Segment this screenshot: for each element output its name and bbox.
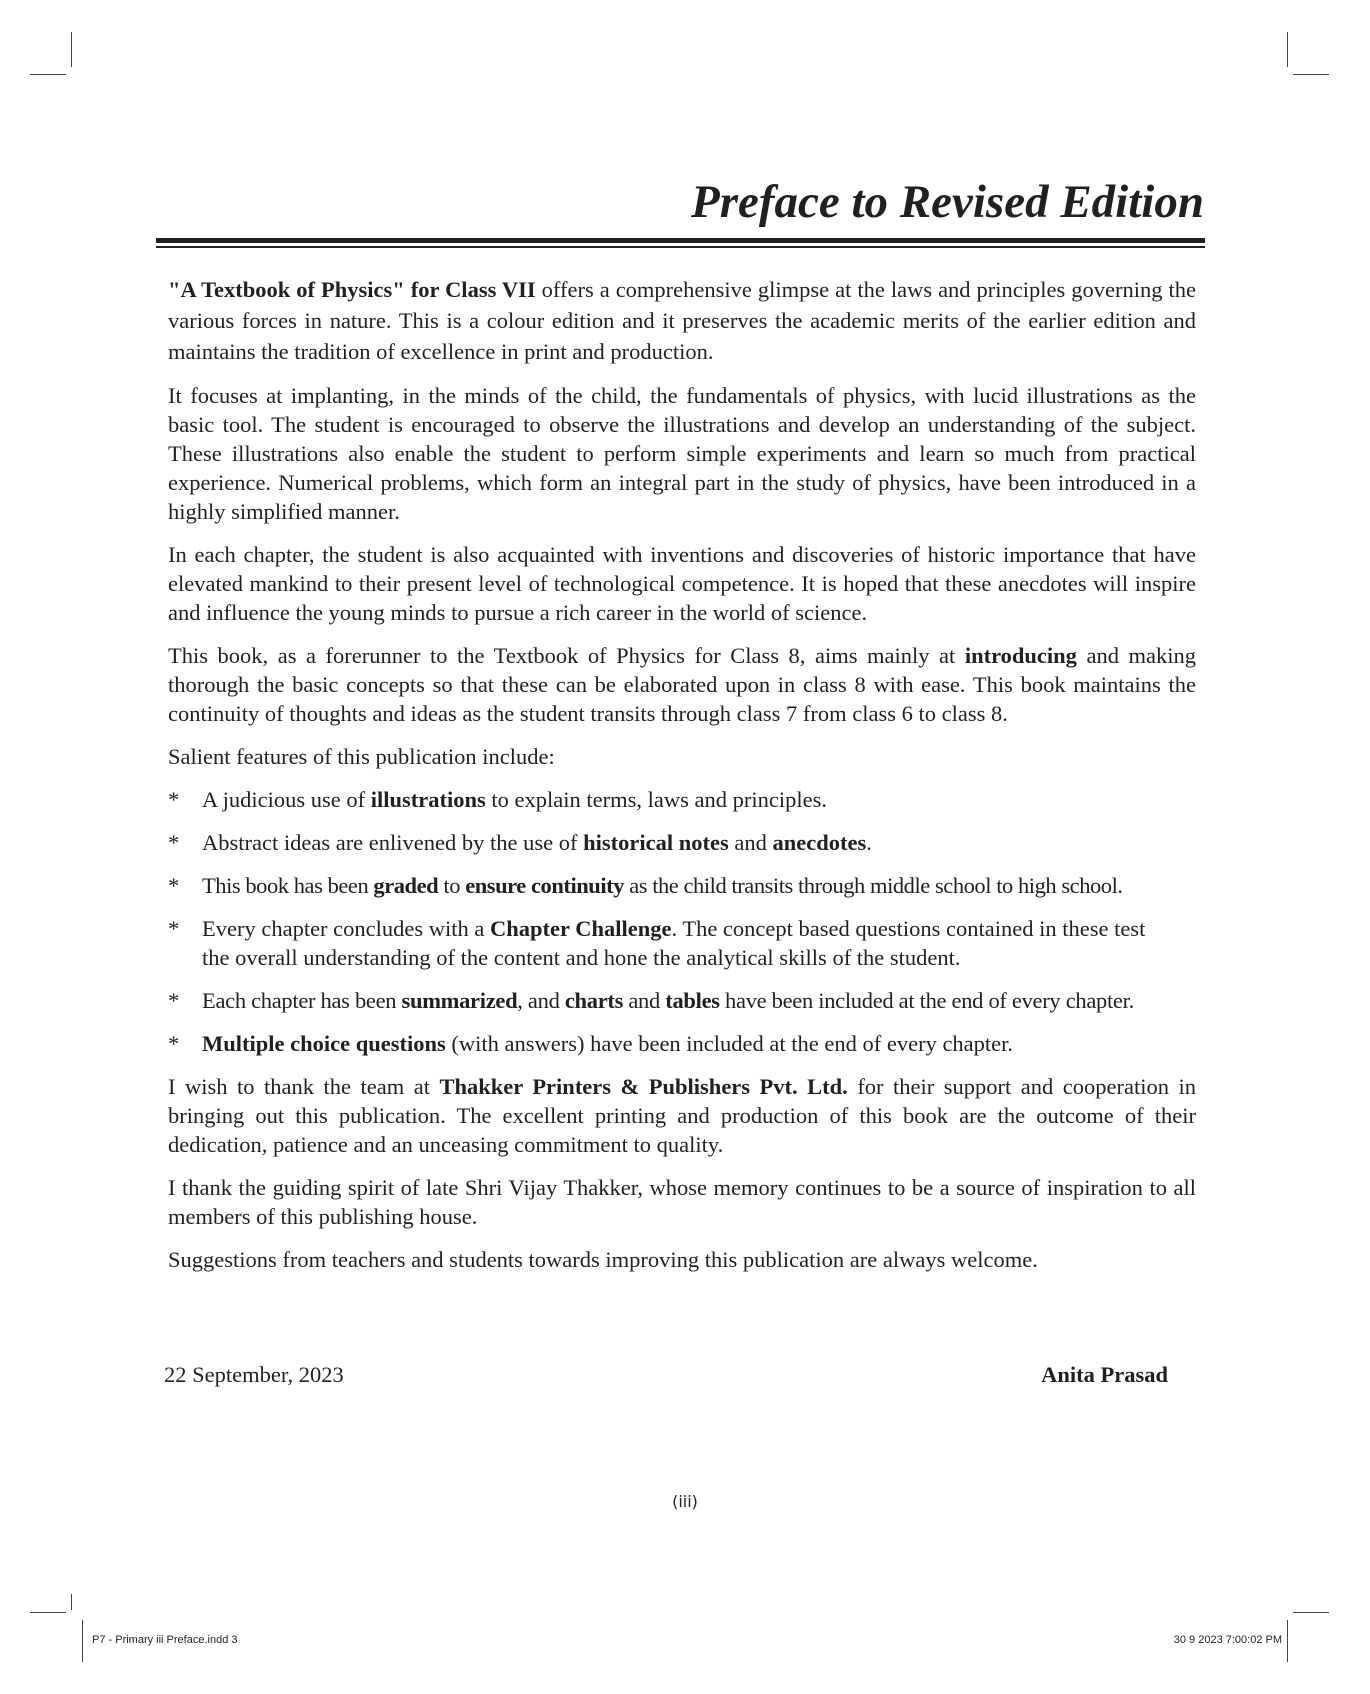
paragraph-text: for their support and cooperation in bringing out this publication. The excellent printing and production of this book are the outcome of their dedication, patience and an unceasing commitment to quality. bbox=[168, 1074, 1196, 1157]
bullet-marker: * bbox=[168, 830, 180, 855]
bullet-marker: * bbox=[168, 988, 180, 1013]
bullet-marker: * bbox=[168, 1031, 180, 1056]
crop-mark bbox=[1293, 1612, 1329, 1613]
paragraph-text: I wish to thank the team at bbox=[168, 1074, 440, 1099]
preface-date: 22 September, 2023 bbox=[164, 1362, 344, 1387]
list-item-text: Each chapter has been summarized, and charts and tables have been included at the end of every chapter. bbox=[202, 988, 1134, 1013]
author-name: Anita Prasad bbox=[1041, 1362, 1168, 1387]
paragraph-text: and making thorough the basic concepts so that these can be elaborated upon in class 8 with ease. This book maintains the continuity of thoughts and ideas as the student transits through class 7 from class 6 to class 8. bbox=[168, 643, 1196, 726]
paragraph-suggestions: Suggestions from teachers and students towards improving this publication are always welcome. bbox=[168, 1247, 1038, 1272]
title-rule bbox=[156, 238, 1205, 243]
crop-mark bbox=[30, 74, 66, 75]
features-intro: Salient features of this publication include: bbox=[168, 744, 555, 769]
crop-mark bbox=[71, 32, 72, 67]
crop-mark bbox=[30, 1612, 66, 1613]
bullet-marker: * bbox=[168, 873, 180, 898]
paragraph-thanks bbox=[168, 1072, 1196, 1159]
paragraph-text: This book, as a forerunner to the Textbook of Physics for Class 8, aims mainly at bbox=[168, 643, 965, 668]
print-slug-file: P7 - Primary iii Preface.indd 3 bbox=[92, 1634, 238, 1646]
page-number: (iii) bbox=[672, 1492, 698, 1511]
list-item-text: A judicious use of illustrations to explain terms, laws and principles. bbox=[202, 787, 827, 812]
title-rule-thin bbox=[156, 246, 1205, 248]
crop-mark bbox=[1293, 74, 1329, 75]
book-title-bold: "A Textbook of Physics" for Class VII bbox=[168, 277, 536, 302]
list-item bbox=[168, 828, 1196, 857]
preface-body bbox=[168, 274, 1196, 1288]
crop-mark bbox=[1287, 32, 1288, 67]
list-item bbox=[168, 785, 1196, 814]
crop-mark bbox=[82, 1620, 83, 1662]
paragraph-focus: It focuses at implanting, in the minds of the child, the fundamentals of physics, with lucid illustrations as the basic tool. The student is encouraged to observe the illustrations and develop an understanding of the subject. These illustrations also enable the student to perform simple experiments and learn so much from practical experience. Numerical problems, which form an integral part in the study of physics, have been introduced in a highly simplified manner. bbox=[168, 383, 1196, 524]
list-item-text: Multiple choice questions (with answers) have been included at the end of every chapter. bbox=[202, 1031, 1014, 1056]
paragraph-tribute: I thank the guiding spirit of late Shri Vijay Thakker, whose memory continues to be a source of inspiration to all members of this publishing house. bbox=[168, 1175, 1196, 1229]
paragraph-text: offers a comprehensive glimpse at the laws and principles governing the various forces in nature. This is a colour edition and it preserves the academic merits of the earlier edition and maintains the tradition of excellence in print and production. bbox=[168, 277, 1196, 364]
list-item-text: Every chapter concludes with a Chapter Challenge. The concept based questions contained in these test the overall understanding of the content and hone the analytical skills of the student. bbox=[202, 916, 1146, 970]
publisher-name: Thakker Printers & Publishers Pvt. Ltd. bbox=[439, 1074, 848, 1099]
list-item bbox=[168, 871, 1196, 900]
list-item bbox=[168, 1029, 1196, 1058]
emphasis: introducing bbox=[964, 643, 1077, 668]
list-item bbox=[168, 914, 1196, 972]
print-slug-timestamp: 30 9 2023 7:00:02 PM bbox=[1173, 1634, 1282, 1646]
paragraph-forerunner bbox=[168, 641, 1196, 728]
list-item-text: Abstract ideas are enlivened by the use of historical notes and anecdotes. bbox=[202, 830, 872, 855]
page-title: Preface to Revised Edition bbox=[691, 176, 1204, 228]
paragraph-inventions: In each chapter, the student is also acquainted with inventions and discoveries of historic importance that have elevated mankind to their present level of technological competence. It is hoped that these anecdotes will inspire and influence the young minds to pursue a rich career in the world of science. bbox=[168, 542, 1196, 625]
crop-mark bbox=[71, 1594, 72, 1610]
crop-mark bbox=[1287, 1620, 1288, 1662]
list-item-text: This book has been graded to ensure continuity as the child transits through middle school to high school. bbox=[202, 873, 1123, 898]
bullet-marker: * bbox=[168, 916, 180, 941]
paragraph-intro bbox=[168, 274, 1196, 367]
bullet-marker: * bbox=[168, 787, 180, 812]
list-item bbox=[168, 986, 1196, 1015]
